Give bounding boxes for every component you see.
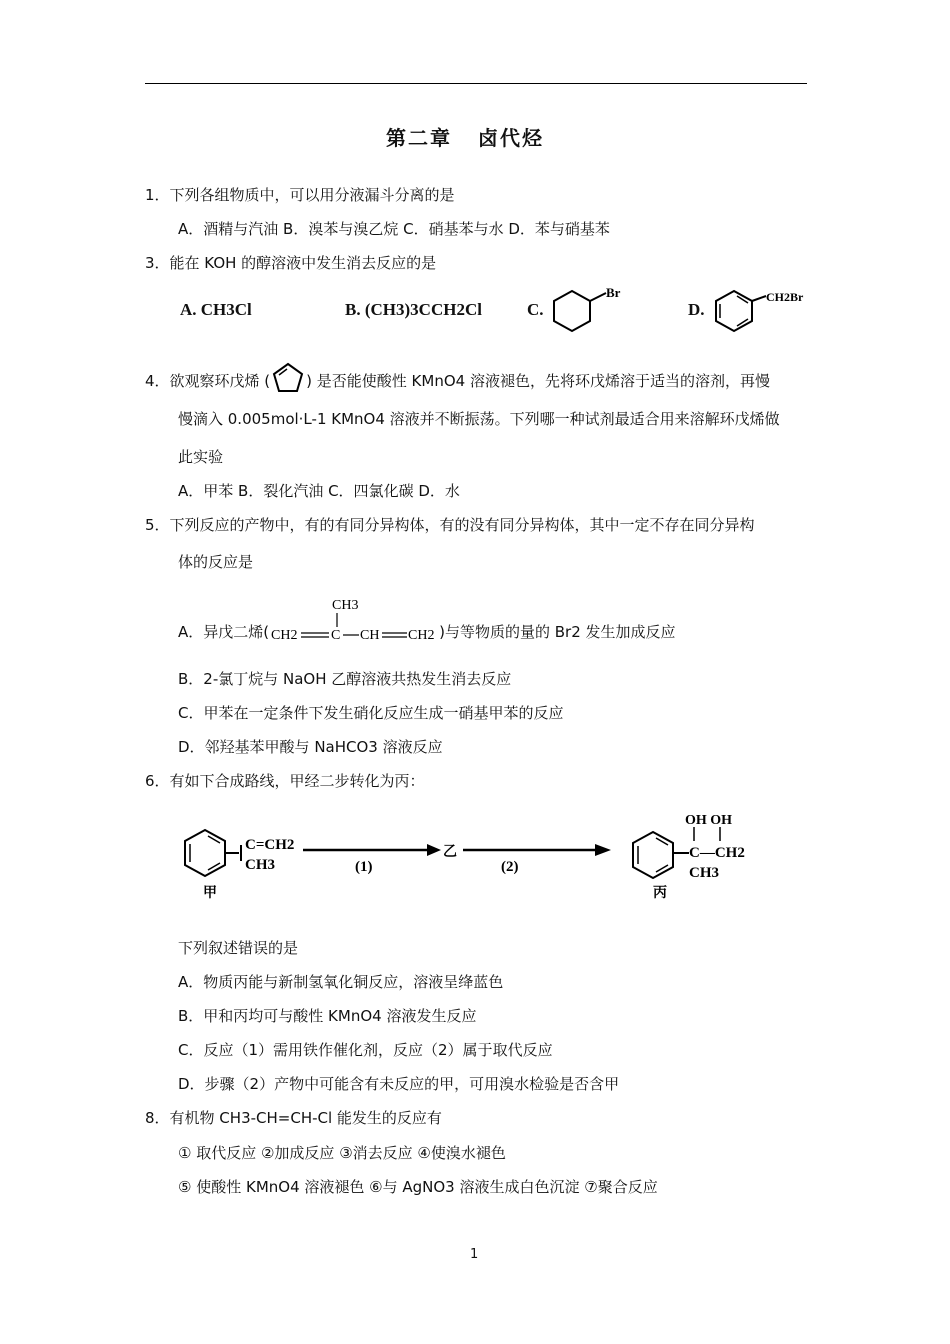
q3-d-ch2br: CH2Br <box>766 290 804 304</box>
benzene-ring <box>716 291 752 331</box>
q3-c-structure <box>550 284 630 338</box>
jia-bottom-group: CH3 <box>245 857 275 873</box>
q8-stem: 8．有机物 CH3-CH=CH-Cl 能发生的反应有 <box>145 1109 442 1127</box>
chapter-number: 第二章 <box>386 126 452 150</box>
q6-option-a: A．物质丙能与新制氢氧化铜反应，溶液呈绛蓝色 <box>178 973 504 991</box>
q4-options: A．甲苯 B．裂化汽油 C．四氯化碳 D．水 <box>178 482 460 500</box>
q6-synthesis-scheme <box>175 805 775 915</box>
q3-c-label: C. <box>527 300 544 319</box>
q5-a-pre: A．异戊二烯( <box>178 623 270 641</box>
chapter-name: 卤代烃 <box>478 126 544 150</box>
q3-stem: 3．能在 KOH 的醇溶液中发生消去反应的是 <box>145 254 437 272</box>
q3-d-structure <box>710 284 810 338</box>
bing-label: 丙 <box>653 886 667 901</box>
q3-b-formula: (CH3)3CCH2Cl <box>364 300 482 319</box>
q3-a-label: A. <box>180 300 197 319</box>
q3-option-b <box>345 300 482 320</box>
isoprene-ch: CH <box>360 628 380 643</box>
q5-a-post: )与等物质的量的 Br2 发生加成反应 <box>439 623 676 641</box>
q1-options-text: A．酒精与汽油 B．溴苯与溴乙烷 C．硝基苯与水 D．苯与硝基苯 <box>178 220 610 238</box>
q4-stem <box>145 361 770 395</box>
bing-oh-groups: OH OH <box>685 813 733 828</box>
q5-option-d: D．邻羟基苯甲酸与 NaHCO3 溶液反应 <box>178 738 443 756</box>
isoprene-structure <box>269 593 439 645</box>
q5-option-b: B．2-氯丁烷与 NaOH 乙醇溶液共热发生消去反应 <box>178 670 512 688</box>
jia-top-group: C=CH2 <box>245 837 295 853</box>
q5-option-c: C．甲苯在一定条件下发生硝化反应生成一硝基甲苯的反应 <box>178 704 564 722</box>
q8-line1: ① 取代反应 ②加成反应 ③消去反应 ④使溴水褪色 <box>178 1144 506 1162</box>
c-br-bond <box>590 293 606 301</box>
chapter-title <box>386 124 544 152</box>
cyclopentene-icon <box>270 361 306 395</box>
q1-options <box>178 219 610 239</box>
q3-d-label: D. <box>688 300 705 319</box>
header-rule <box>145 83 807 84</box>
isoprene-ch2-left: CH2 <box>271 628 298 643</box>
bing-right-group: C—CH2 <box>689 845 745 861</box>
jia-benzene-ring <box>185 830 225 876</box>
q5-stem2: 体的反应是 <box>178 553 254 571</box>
cyclohexane-ring <box>554 291 590 331</box>
q6-option-d: D．步骤（2）产物中可能含有未反应的甲，可用溴水检验是否含甲 <box>178 1075 620 1093</box>
bing-benzene-ring <box>633 832 673 878</box>
ch2br-bond <box>752 296 766 301</box>
step2-label: (2) <box>501 859 519 875</box>
q3-option-a <box>180 300 252 320</box>
q6-option-c: C．反应（1）需用铁作催化剂，反应（2）属于取代反应 <box>178 1041 553 1059</box>
q4-line2: 慢滴入 0.005mol·L-1 KMnO4 溶液并不断振荡。下列哪一种试剂最适合用来溶解环戊烯做 <box>178 410 780 428</box>
yi-label: 乙 <box>443 845 457 860</box>
q4-stem-pre: 4．欲观察环戊烯 ( <box>145 372 271 390</box>
q3-c-br: Br <box>606 285 621 300</box>
isoprene-c: C <box>331 628 341 643</box>
step1-label: (1) <box>355 859 373 875</box>
q6-prompt: 下列叙述错误的是 <box>178 939 299 957</box>
q4-stem-post: ) 是否能使酸性 KMnO4 溶液褪色，先将环戊烯溶于适当的溶剂，再慢 <box>306 372 770 390</box>
q1-stem: 1．下列各组物质中，可以用分液漏斗分离的是 <box>145 186 455 204</box>
q5-option-a <box>178 598 676 645</box>
bing-bottom-group: CH3 <box>689 865 719 881</box>
isoprene-ch3: CH3 <box>332 598 359 613</box>
q3-a-formula: CH3Cl <box>200 300 252 319</box>
page-number: 1 <box>470 1247 479 1262</box>
q6-stem: 6．有如下合成路线，甲经二步转化为丙： <box>145 772 425 790</box>
q5-stem: 5．下列反应的产物中，有的有同分异构体，有的没有同分异构体，其中一定不存在同分异构 <box>145 516 755 534</box>
q6-option-b: B．甲和丙均可与酸性 KMnO4 溶液发生反应 <box>178 1007 477 1025</box>
q3-b-label: B. <box>345 300 361 319</box>
q4-line3: 此实验 <box>178 448 224 466</box>
jia-label: 甲 <box>203 886 217 901</box>
isoprene-ch2-right: CH2 <box>408 628 435 643</box>
q8-line2: ⑤ 使酸性 KMnO4 溶液褪色 ⑥与 AgNO3 溶液生成白色沉淀 ⑦聚合反应 <box>178 1178 658 1196</box>
